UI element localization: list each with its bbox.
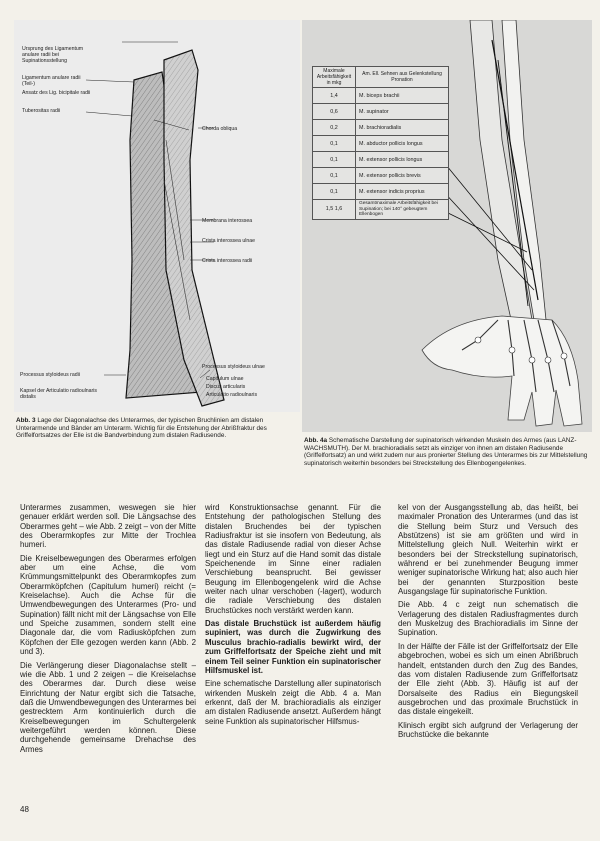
label-ligament-anulare: Ligamentum anulare radii (Teil-) (22, 75, 81, 87)
supinator-muscle-table (312, 66, 449, 220)
label-crista-ulnae: Crista interossea ulnae (202, 238, 256, 244)
caption-abb-3 (16, 417, 298, 440)
paragraph: Die Abb. 4 c zeigt nun schematisch die Verlagerung des distalen Radiusfragmentes durch den Muskelzug des Brachioradialis im Sinne der Supination. (398, 600, 578, 638)
table-row: 0,2 M. brachioradialis (313, 120, 449, 136)
caption-abb-3-text: Lage der Diagonalachse des Unterarmes, der typischen Bruchlinien am distalen Unterarmende und Bänder am Unterarm. Wichtig für die Entstehung der Abrißfraktur des Griffelfortsatzes der Elle ist die Bandverbindung zum distalen Radiusende. (16, 417, 267, 440)
table-header-work: Maximale Arbeitsfähigkeit in mkg (313, 67, 356, 88)
label-tuberositas-radii: Tuberositas radii (22, 108, 61, 114)
caption-abb-4a-text: Schematische Darstellung der supinatorisch wirkenden Muskeln des Armes (aus LANZ-WACHSMUTH). Der M. brachioradialis setzt als einziger von ihnen am distalen Radiusende (Griffelfortsatz) an und wirkt zudem nur aus pronierter Stellung des Unterarmes bis zur Mittelstellung supinatorisch weiterhin besonders bei Streckstellung des Ellenbogengelenkes. (304, 437, 588, 467)
caption-abb-3-label: Abb. 3 (16, 417, 36, 424)
table-row-total: 1,5 1,6 Gesamtmaximale Arbeitsfähigkeit bei Supination; bei 140° gebeugtem Ellenbogen (313, 200, 449, 220)
body-column-2 (205, 503, 381, 730)
paragraph: Die Verlängerung dieser Diagonalachse stellt – wie die Abb. 1 und 2 zeigen – die Kreiselachse des Oberarmes dar. Durch diese weise Einrichtung der Natur ergibt sich die Tatsache, daß die Umwendbewegungen des Unterarmes bei gestrecktem Arm kontinuierlich durch die Kreiselbewegungen im Schultergelenk weitergeführt werden können. Diese durchgehende gemeinsame Drehachse des Armes (20, 660, 196, 754)
label-processus-styloideus-radii: Processus styloideus radii (20, 372, 80, 378)
label-ligament-origin: Ursprung des Ligamentum anulare radii bei Supinationsstellung (22, 46, 84, 64)
label-crista-radii: Crista interossea radii (202, 258, 253, 264)
table-row: 0,1 M. abductor pollicis longus (313, 136, 449, 152)
table-row: 1,4 M. biceps brachii (313, 88, 449, 104)
figure-muscle-schematic (302, 20, 592, 432)
label-membrana-interossea: Membrana interossea (202, 218, 253, 224)
paragraph: Die Kreiselbewegungen des Oberarmes erfolgen aber um eine Achse, die vom Krümmungsmittelpunkt des Oberarmkopfes zum Oberarmköpfchen (Capitulum humeri) reicht (= Kreiselachse). Auch die Achse für die Umwendbewegungen des Unterarmes (Pro- und Supination) fällt nicht mit der Längsachse von Elle und Speiche zusammen, sondern stellt eine Diagonale dar, die vom Radiusköpfchen zum Köpfchen der Elle gezogen werden kann (Abb. 2 und 3). (20, 553, 196, 657)
caption-abb-4a (304, 437, 590, 467)
paragraph: Unterarmes zusammen, weswegen sie hier genauer erklärt werden soll. Die Längsachse des Oberarmes geht – wie Abb. 2 zeigt – von der Mitte des Oberarmkopfes zur Mitte der Trochlea humeri. (20, 503, 196, 550)
paragraph: Klinisch ergibt sich aufgrund der Verlagerung der Bruchstücke die bekannte (398, 720, 578, 739)
figure-bone-illustration (14, 20, 300, 412)
paragraph: kel von der Ausgangsstellung ab, das heißt, bei maximaler Pronation des Unterarmes (und das ist die Stellung beim Sturz und Versuch des Abstützens) ist sie am größten und wird in Mittelstellung gleich Null. Weiterhin wirkt er besonders bei der Streckstellung supinatorisch, während er bei zunehmender Beugung immer weniger supinatorische Wirkung hat; also auch hier bei der genannten Sturzposition beste Ausgangslage für supinatorische Funktion. (398, 503, 578, 597)
body-column-1 (20, 503, 196, 758)
body-column-3 (398, 503, 578, 743)
label-capitulum-ulnae: Capitulum ulnae (206, 376, 244, 382)
label-chorda-obliqua: Chorda obliqua (202, 126, 238, 132)
label-kapsel: Kapsel der Articulatio radioulnaris distalis (20, 388, 97, 400)
table-row: 0,6 M. supinator (313, 104, 449, 120)
paragraph: In der Hälfte der Fälle ist der Griffelfortsatz der Elle abgebrochen, wobei es sich um einen Abrißbruch handelt, entstanden durch den Zug des Bandes, das vom distalen Radiusende zum Griffelfortsatz der Elle zieht (Abb. 3). Häufig ist auf der Dorsalseite des Radius ein Biegungskeil ausgebrochen und das proximale Bruchstück in das distale eingekeilt. (398, 641, 578, 717)
paragraph: wird Konstruktionsachse genannt. Für die Entstehung der pathologischen Stellung des distalen Bruchendes bei der typischen Radiusfraktur ist sie insofern von Bedeutung, als das distale Radiusende radial von dieser Achse liegt und ein Sturz auf die Hand somit das distale Speichenende im Sinne einer radialen Verschiebung beansprucht. Bei gewisser Beugung im Ellenbogengelenk wird die Achse weiter nach ulnar verschoben (-lagert), wodurch die radiale Verschiebung des distalen Bruchstückes noch verstärkt werden kann. (205, 503, 381, 615)
paragraph: Eine schematische Darstellung aller supinatorisch wirkenden Muskeln zeigt die Abb. 4 a. Man erkennt, daß der M. brachioradialis als einziger am distalen Radiusende ansetzt. Außerdem hängt seine Funktion als supinatorischer Hilfsmus- (205, 679, 381, 726)
table-header-muscle: Am. Ell. Sehnen aus Gelenkstellung Pronation (356, 67, 449, 88)
label-bicipitale: Ansatz des Lig. bicipitale radii (22, 90, 91, 96)
paragraph-bold: Das distale Bruchstück ist außerdem häufig supiniert, was durch die Zugwirkung des Musculus brachio-radialis bewirkt wird, der zum Griffelfortsatz der Speiche zieht und mit einem Teil seiner Funktion ein supinatorischer Hilfsmuskel ist. (205, 619, 381, 675)
table-row: 0,1 M. extensor pollicis brevis (313, 168, 449, 184)
caption-abb-4a-label: Abb. 4a (304, 437, 328, 444)
label-discus: Discus articularis (206, 384, 246, 390)
table-row: 0,1 M. extensor indicis proprius (313, 184, 449, 200)
page-number: 48 (20, 805, 29, 814)
label-articulatio: Articulatio radioulnaris (206, 392, 258, 398)
label-processus-styloideus-ulnae: Processus styloideus ulnae (202, 364, 265, 370)
table-row: 0,1 M. extensor pollicis longus (313, 152, 449, 168)
